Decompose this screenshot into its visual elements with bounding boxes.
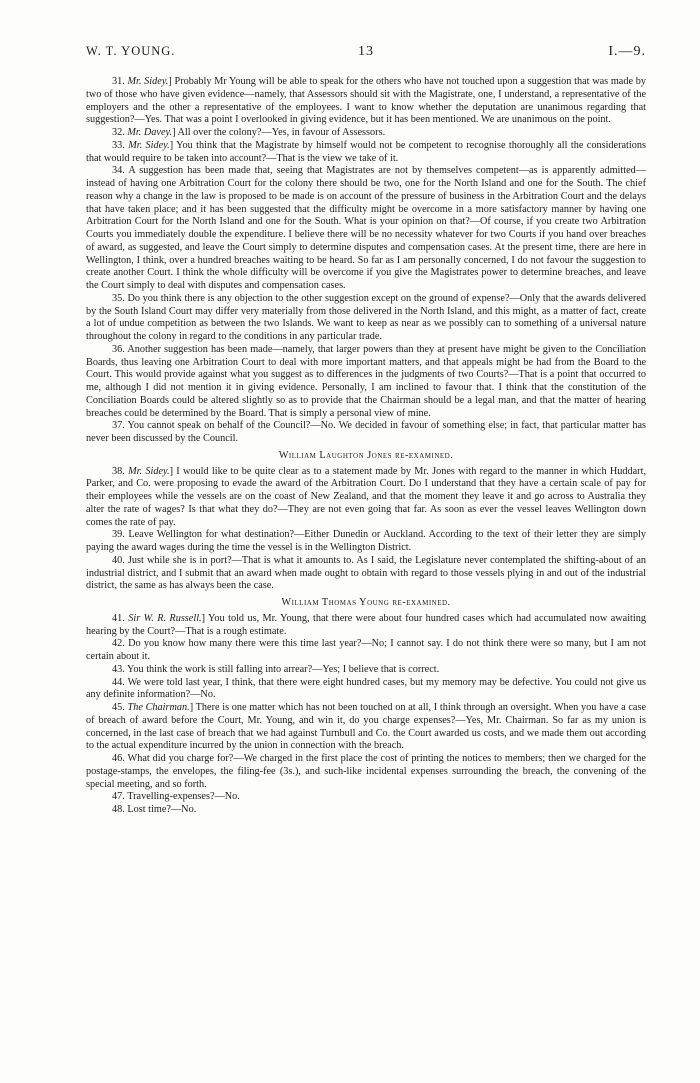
paragraph-text: ] You think that the Magistrate by himself would not be competent to recognise thoroughly all the considerations that would require to be taken into account?—That is the view we take of it. <box>86 139 646 164</box>
paragraph-text: Another suggestion has been made—namely, that larger powers than they at present have might be given to the Conciliation Boards, thus leaving one Arbitration Court to deal with more important matters, and that appeals might be had from the Board to the Court. This would provide against what you suggest as to differences in the judgments of two Courts?—That is a point that occurred to me, although I did not mention it in giving evidence. Personally, I am inclined to favour that. I think that the constitution of the Conciliation Boards could be altered slightly so as to provide that the Chairman should be a legal man, and that the matter of hearing breaches could be determined by the Board. That is simply a personal view of mine. <box>86 343 647 419</box>
question-paragraph <box>86 638 646 664</box>
paragraph-text: You cannot speak on behalf of the Council?—No. We decided in favour of something else; in fact, that particular matter has never been discussed by the Council. <box>86 420 646 444</box>
paragraph-text: ] All over the colony?—Yes, in favour of Assessors. <box>172 127 386 138</box>
witness-section-title: William Thomas Young re-examined. <box>281 597 451 608</box>
question-number: 42. <box>112 638 125 650</box>
speaker-name: The Chairman. <box>127 702 190 713</box>
question-paragraph <box>86 140 646 166</box>
question-number: 33. <box>112 139 125 151</box>
question-number: 36. <box>112 343 125 355</box>
question-paragraph <box>86 555 646 593</box>
paragraph-text: You think the work is still falling into arrear?—Yes; I believe that is correct. <box>127 663 440 675</box>
paragraph-text: Leave Wellington for what destination?—Either Dunedin or Auckland. According to the text of their letter they are simply paying the award wages during the time the vessel is in the Wellington District. <box>86 529 646 553</box>
question-number: 32. <box>112 127 125 138</box>
question-number: 41. <box>112 612 125 624</box>
question-number: 40. <box>112 554 125 566</box>
question-paragraph <box>86 791 646 804</box>
paragraph-text: Lost time?—No. <box>127 804 197 815</box>
question-number: 45. <box>112 702 125 713</box>
question-number: 31. <box>112 76 125 87</box>
question-paragraph <box>86 165 646 293</box>
question-number: 35. <box>112 292 125 304</box>
question-paragraph <box>86 702 646 753</box>
speaker-name: Mr. Sidey. <box>127 76 169 87</box>
question-paragraph <box>86 664 646 677</box>
speaker-name: Mr. Sidey. <box>128 465 170 477</box>
paragraph-text: A suggestion has been made that, seeing that Magistrates are not by themselves competent—as is apparently admitted—instead of having one Arbitration Court for the colony there should be two, one for the North Island and one for the South. The chief reason why a change in the law is proposed to be made is on account of the pressure of business in the Arbitration Court and the delays that have taken place; and it has been suggested that the difficulty might be overcome in a more satisfactory manner by having one Arbitration Court for the North Island and one for the South. What is your opinion on that?—Of course, if you create two Arbitration Courts you immediately double the expenditure. I believe there will be no necessity whatever for two Courts if you hand over breaches of award, as suggested, and leave the Court simply to determine disputes and compensation cases. At the present time, there are here in Wellington, I think, over a hundred breaches waiting to be heard. So far as I am personally concerned, I do not favour the suggestion to create another Court. I think the whole difficulty will be overcome if you give the Magistrates power to determine breaches, and leave the Court simply to deal with disputes and compensation cases. <box>86 165 647 291</box>
paragraph-text: Do you know how many there were this time last year?—No; I cannot say. I do not think there were so many, but I am not certain about it. <box>86 638 646 662</box>
paragraph-text: We were told last year, I think, that there were eight hundred cases, but my memory may be defective. You could not give us any definite information?—No. <box>86 676 646 701</box>
question-paragraph <box>86 804 646 817</box>
question-number: 44. <box>112 676 125 688</box>
speaker-name: Sir W. R. Russell. <box>128 612 202 624</box>
speaker-name: Mr. Sidey. <box>128 139 170 151</box>
header-witness-name: W. T. YOUNG. <box>86 44 176 58</box>
paragraph-text: Just while she is in port?—That is what it amounts to. As I said, the Legislature never contemplated the shifting-about of an industrial district, and I submit that an award when made ought to obtain with regard to those vessels plying in and out of the industrial district, the same as has always been the case. <box>86 554 646 592</box>
question-paragraph <box>86 466 646 530</box>
question-number: 37. <box>112 420 125 432</box>
paragraph-text: What did you charge for?—We charged in the first place the cost of printing the notices to members; then we charged for the postage-stamps, the envelopes, the filing-fee (3s.), and such-like incidental expenses surrounding the breach, the convening of the special meeting, and so forth. <box>86 753 646 790</box>
paragraph-text: Do you think there is any objection to the other suggestion except on the ground of expense?—Only that the awards delivered by the South Island Court may differ very materially from those delivered in the North Island, and this might, as a matter of fact, create a lot of undue competition as between the two Islands. We want to keep as near as we possibly can to something of a universal nature throughout the colony in regard to the conditions in any particular trade. <box>86 292 646 342</box>
transcript-body <box>86 76 646 817</box>
paragraph-text: ] Probably Mr Young will be able to speak for the others who have not touched upon a suggestion that was made by two of those who have given evidence—namely, that Assessors should sit with the Magistrate, one, I understand, a representative of the employers and the other a representative of the employees. I want to know whether the deputation are unanimous regarding that suggestion?—Yes. That was a point I overlooked in giving evidence, but it has been mentioned. We are unanimous on the point. <box>86 76 646 126</box>
paper-reference: I.—9. <box>608 44 646 59</box>
paragraph-text: Travelling-expenses?—No. <box>127 791 240 803</box>
speaker-name: Mr. Davey. <box>127 127 173 138</box>
question-paragraph <box>86 127 646 140</box>
witness-section-title: William Laughton Jones re-examined. <box>278 449 454 461</box>
question-number: 48. <box>112 804 125 815</box>
question-number: 46. <box>112 753 125 764</box>
question-paragraph <box>86 344 646 421</box>
question-number: 47. <box>112 791 125 803</box>
question-paragraph <box>86 677 646 703</box>
question-paragraph <box>86 293 646 344</box>
question-paragraph <box>86 76 646 127</box>
paragraph-text: ] There is one matter which has not been touched on at all, I think through an oversight. When you have a case of breach of award before the Court, Mr. Young, and win it, do you charge expenses?—Yes, Mr. Chairman. So far as my union is concerned, in the last case of breach that we had against Turnbull and Co. the Court awarded us costs, and we made them out according to the actual expenditure incurred by the union in connection with the breach. <box>86 702 647 752</box>
question-number: 39. <box>112 529 125 541</box>
paragraph-text: ] You told us, Mr. Young, that there were about four hundred cases which had accumulated now awaiting hearing by the Court?—That is a rough estimate. <box>86 612 646 637</box>
page-number: 13 <box>358 44 374 59</box>
question-paragraph <box>86 753 646 791</box>
question-number: 34. <box>112 165 125 177</box>
paragraph-text: ] I would like to be quite clear as to a statement made by Mr. Jones with regard to the manner in which Huddart, Parker, and Co. were proposing to evade the award of the Arbitration Court. Do I understand that they have a certain scale of pay for their employees while the vessels are on the coast of New Zealand, and that the moment they leave it and go across to Australia they alter the rate of wages? Is that what they do?—They are not even going that far. As soon as ever the vessel leaves Wellington down comes the rate of pay. <box>86 465 647 528</box>
question-paragraph <box>86 613 646 639</box>
question-number: 38. <box>112 465 125 477</box>
page-header <box>86 44 646 64</box>
question-paragraph <box>86 420 646 446</box>
question-paragraph <box>86 529 646 555</box>
question-number: 43. <box>112 663 125 675</box>
